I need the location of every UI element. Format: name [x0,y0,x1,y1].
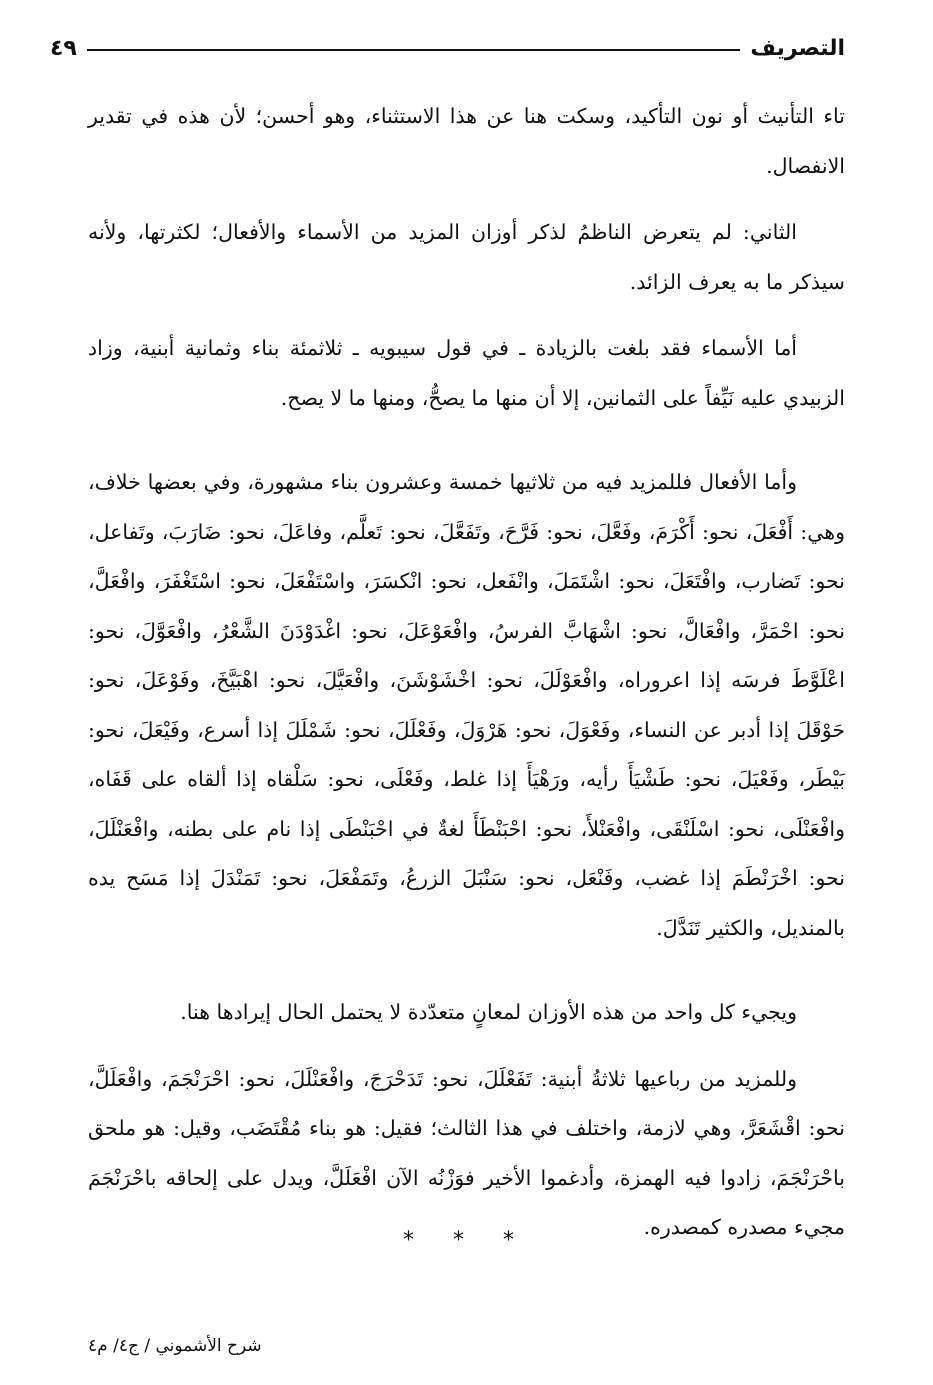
section-separator: * * * [403,1228,530,1253]
page-footer: شرح الأشموني / ج٤/ م٤ [88,1336,262,1356]
paragraph-6: وللمزيد من رباعيها ثلاثةُ أبنية: تَفَعْلَلَ، نحو: تَدَحْرَجَ، وافْعَنْلَلَ، نحو: احْرَنْجَمَ، وافْعَلَلَّ، نحو: اقْشَعَرَّ، وهي لازمة، واختلف في هذا الثالث؛ فقيل: هو بناء مُقْتَضَب، وقيل: هو ملحق باحْرَنْجَمَ، زادوا فيه الهمزة، وأدغموا الأخير فوَزْنُه الآن افْعَلَلَّ، ويدل على إلحاقه باحْرَنْجَمَ مجيء مصدره كمصدره. [88,1066,845,1239]
paragraph-5: ويجيء كل واحد من هذه الأوزان لمعانٍ متعدّدة لا يحتمل الحال إيرادها هنا. [180,1000,797,1024]
page-number: ٤٩ [50,35,77,61]
paragraph-1: تاء التأنيث أو نون التأكيد، وسكت هنا عن هذا الاستثناء، وهو أحسن؛ لأن هذه في تقدير الانفصال. [88,104,845,178]
body-text [88,92,845,1270]
paragraph-4: وأما الأفعال فللمزيد فيه من ثلاثيها خمسة وعشرون بناء مشهورة، وفي بعضها خلاف، وهي: أَفْعَلَ، نحو: أَكْرَمَ، وفَعَّلَ، نحو: فَرَّحَ، وتَفَعَّلَ، نحو: تَعلَّم، وفاعَلَ، نحو: ضَارَبَ، وتَفاعل، نحو: تَضارب، وافْتَعَلَ، نحو: اشْتَمَلَ، وانْفَعل، نحو: انْكسَرَ، واسْتَفْعَلَ، نحو: اسْتَغْفَرَ، وافْعَلَّ، نحو: احْمَرَّ، وافْعَالَّ، نحو: اشْهَابَّ الفرسُ، وافْعَوْعَلَ، نحو: اغْدَوْدَنَ الشَّعْرُ، وافْعَوَّلَ، نحو: اعْلَوَّطَ فرسَه إذا اعروراه، وافْعَوْلَلَ، نحو: اخْشَوْشَنَ، وافْعَيَّلَ، نحو: اهْبَيَّخَ، وفَوْعَلَ، نحو: حَوْقَلَ إذا أدبر عن النساء، وفَعْوَلَ، نحو: هَرْوَلَ، وفَعْلَلَ، نحو: شَمْلَلَ إذا أسرع، وفَيْعَلَ، نحو: بَيْطَر، وفَعْيَلَ، نحو: طَشْيَأَ رأيه، ورَهْيَأَ إذا غلط، وفَعْلَى، نحو: سَلْقاه إذا ألقاه على قَفَاه، وافْعَنْلَى، نحو: اسْلَنْقَى، وافْعَنْلأَ، نحو: احْبَنْطَأَ لغةٌ في احْبَنْطَى إذا نام على بطنه، وافْعَنْلَلَ، نحو: اخْرَنْطَمَ إذا غضب، وفَنْعَل، نحو: سَنْبَلَ الزرعُ، وتَمَفْعَلَ، نحو: تَمَنْدَلَ إذا مَسَح يده بالمنديل، والكثير تَنَدَّلَ. [88,470,845,940]
paragraph-3: أما الأسماء فقد بلغت بالزيادة ـ في قول سيبويه ـ ثلاثمئة بناء وثمانية أبنية، وزاد الزبيدي عليه نَيِّفاً على الثمانين، إلا أن منها ما يصحُّ، ومنها ما لا يصح. [88,336,845,410]
paragraph-2: الثاني: لم يتعرض الناظمُ لذكر أوزان المزيد من الأسماء والأفعال؛ لكثرتها، ولأنه سيذكر ما به يعرف الزائد. [88,220,845,294]
chapter-title: التصريف [750,35,845,61]
header-rule [87,49,741,51]
page-header [50,30,845,66]
